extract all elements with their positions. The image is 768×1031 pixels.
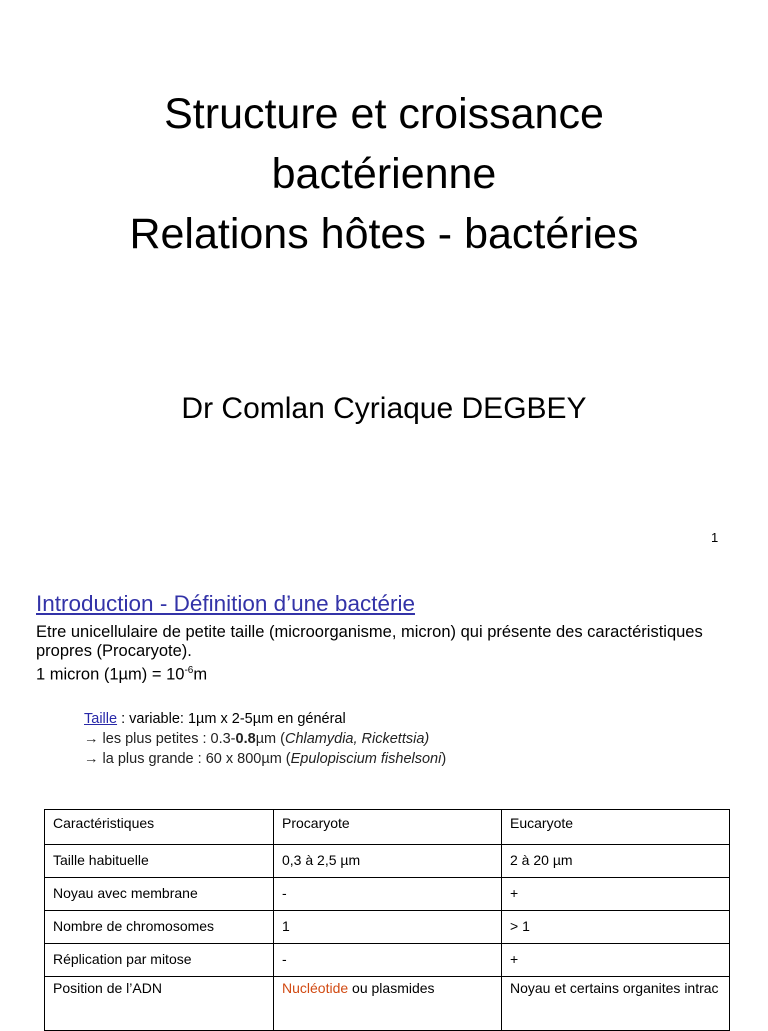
- title-line-1: Structure et croissance: [164, 90, 604, 138]
- table-cell: +: [502, 944, 730, 977]
- smallest-examples: Chlamydia, Rickettsia): [284, 731, 430, 747]
- table-cell: Noyau et certains organites intrac: [502, 977, 730, 1031]
- table-row: [45, 878, 730, 911]
- table-cell: +: [502, 878, 730, 911]
- smallest-line: [84, 729, 446, 749]
- size-link[interactable]: Taille: [84, 711, 118, 727]
- table-header-cell: Procaryote: [274, 810, 502, 845]
- size-text: : variable: 1µm x 2-5µm en général: [117, 711, 346, 727]
- smallest-prefix: → les plus petites : 0.3-: [84, 731, 236, 747]
- presentation-title: [0, 84, 768, 264]
- size-details: [84, 709, 446, 769]
- table-header-cell: Caractéristiques: [45, 810, 274, 845]
- smallest-bold-value: 0.8: [235, 731, 256, 747]
- table-row: [45, 944, 730, 977]
- largest-prefix: → la plus grande : 60 x 800µm (: [84, 751, 291, 767]
- table-cell: Réplication par mitose: [45, 944, 274, 977]
- micron-prefix: 1 micron (1µm) = 10: [36, 665, 185, 684]
- table-header-cell: Eucaryote: [502, 810, 730, 845]
- micron-definition: [36, 661, 736, 685]
- largest-line: [84, 749, 446, 769]
- largest-example: Epulopiscium fishelsoni: [290, 751, 442, 767]
- table-row: [45, 977, 730, 1031]
- table-cell: 2 à 20 µm: [502, 845, 730, 878]
- table-cell: > 1: [502, 911, 730, 944]
- table-cell: 0,3 à 2,5 µm: [274, 845, 502, 878]
- micron-suffix: m: [193, 665, 208, 684]
- section-heading: Introduction - Définition d’une bactérie: [36, 591, 415, 616]
- table-cell: [274, 977, 502, 1031]
- title-line-2: bactérienne: [271, 150, 497, 198]
- title-line-3: Relations hôtes - bactéries: [129, 210, 639, 258]
- smallest-unit: µm (: [255, 731, 285, 747]
- table-cell: Noyau avec membrane: [45, 878, 274, 911]
- highlighted-term: Nucléotide: [282, 980, 349, 996]
- table-cell: 1: [274, 911, 502, 944]
- table-cell-text: ou plasmides: [348, 980, 435, 996]
- table-header-row: [45, 810, 730, 845]
- author-name: Dr Comlan Cyriaque DEGBEY: [181, 392, 587, 425]
- introduction-slide: [0, 576, 768, 1024]
- table-row: [45, 911, 730, 944]
- definition-block: [36, 623, 736, 685]
- table-cell: Taille habituelle: [45, 845, 274, 878]
- size-line: [84, 709, 446, 729]
- table-cell: Nombre de chromosomes: [45, 911, 274, 944]
- table-row: [45, 845, 730, 878]
- definition-text: Etre unicellulaire de petite taille (microorganisme, micron) qui présente des caractéristiques propres (Procaryote).: [36, 623, 703, 660]
- table-cell: -: [274, 878, 502, 911]
- micron-exponent: -6: [184, 665, 194, 676]
- page-number: 1: [711, 530, 719, 545]
- largest-close: ): [441, 751, 447, 767]
- table-cell: Position de l’ADN: [45, 977, 274, 1031]
- comparison-table: [44, 809, 730, 1031]
- table-cell: -: [274, 944, 502, 977]
